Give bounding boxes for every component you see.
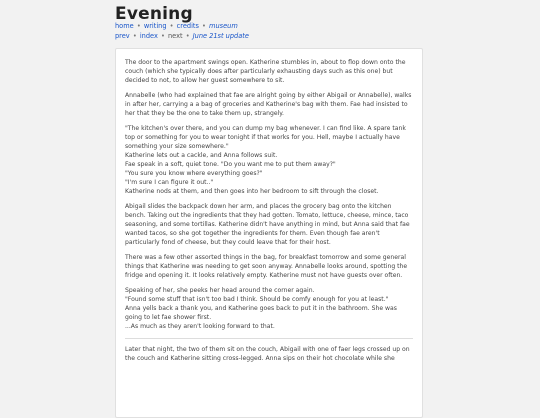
story-paragraph: "The kitchen's over there, and you can dump my bag whenever. I can find like. A spare tank top or something for you to wear tonight if that works for you. Hell, maybe I actually have something your size somewhere." Katherine lets out a cackle, and Anna follows suit. Fae speak in a soft, quiet tone. "Do you want me to put them away?" "You sure you know where everything goes?" "I'm sure I can figure it out.." Katherine nods at them, and then goes into her bedroom to sift through the closet. <box>125 125 406 195</box>
nav-separator: • <box>169 22 174 30</box>
nav-separator: • <box>136 22 141 30</box>
nav-credits-link[interactable]: credits <box>176 22 199 30</box>
page-title: Evening <box>115 4 193 24</box>
nav-writing-link[interactable]: writing <box>143 22 167 30</box>
section-divider <box>125 338 413 339</box>
nav-primary <box>115 22 238 30</box>
nav-update-link[interactable]: June 21st update <box>192 32 249 40</box>
story-paragraph: There was a few other assorted things in the bag, for breakfast tomorrow and some general things that Katherine was needing to get soon anyway. Annabelle looks around, spotting the fridge and opening it. It looks relatively empty. Katherine must not have guests over often. <box>125 254 408 280</box>
nav-home-link[interactable]: home <box>115 22 134 30</box>
nav-next-label: next <box>167 32 183 40</box>
story-paragraph: Annabelle (who had explained that fae are alright going by either Abigail or Annabelle), walks in after her, carrying a a bag of groceries and Katherine's bag with them. Fae had insisted to her that they be the one to take them up, strangely. <box>125 92 412 118</box>
nav-prev-link[interactable]: prev <box>115 32 130 40</box>
nav-museum-link[interactable]: museum <box>209 22 238 30</box>
story-paragraph: The door to the apartment swings open. Katherine stumbles in, about to flop down onto the couch (which she typically does after particularly exhausting days such as this one) but decided to not, to allow her guest somewhere to sit. <box>125 59 406 84</box>
nav-separator: • <box>132 32 137 40</box>
story-card <box>115 48 423 418</box>
story-paragraph: Later that night, the two of them sit on the couch, Abigail with one of faer legs crossed up on the couch and Katherine sitting cross-legged. Anna sips on their hot chocolate while she <box>125 346 410 363</box>
nav-index-link[interactable]: index <box>139 32 158 40</box>
nav-separator: • <box>160 32 165 40</box>
nav-separator: • <box>185 32 190 40</box>
story-paragraph: Abigail slides the backpack down her arm, and places the grocery bag onto the kitchen bench. Taking out the ingredients that they had gotten. Tomato, lettuce, cheese, mince, taco seasoning, and some tortillas. Katherine didn't have anything in mind, but Anna said that fae wanted tacos, so she got together the ingredients for them. Even though fae aren't particularly fond of cheese, but they could leave that for their host. <box>125 203 410 246</box>
story-paragraph: Speaking of her, she peeks her head around the corner again. "Found some stuff that isn't too bad I think. Should be comfy enough for you at least." Anna yells back a thank you, and Katherine goes back to put it in the bathroom. She was going to let fae shower first. ...As much as they aren't looking forward to that. <box>125 287 397 331</box>
nav-separator: • <box>202 22 206 30</box>
nav-chapter <box>115 32 249 40</box>
